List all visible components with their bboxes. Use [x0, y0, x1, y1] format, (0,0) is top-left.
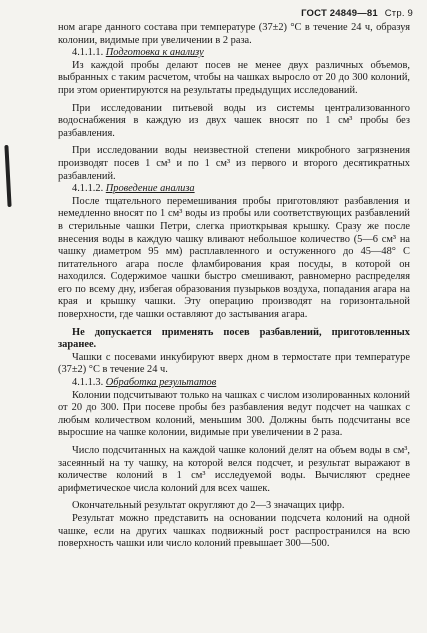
paragraph: После тщательного перемешивания пробы приготовляют разбавления и немедленно вносят по 1 см³ воды из пробы или соответствующих разбавлений в стерильные чашки Петри, слегка приоткрывая крышку. Сразу же после внесения воды в каждую чашку вливают небольшое количество (5—6 см³ на чашку диаметром 95 мм) расплавленного и остуженного до 45—48° С питательного агара после фламбирования края посуды, в которой он находился. Содержимое чашки быстро смешивают, равномерно распределяя его по всему дну, избегая образования пузырьков воздуха, попадания агара на края и крышку чашки. Эту операцию производят на горизонтальной поверхности, где чашки оставляют до застывания агара. — [58, 195, 410, 321]
paragraph: Результат можно представить на основании подсчета колоний на одной чашке, если на других чашках подвижный рост распространился на всю поверхность чашки или число колоний превышает 300—500. — [58, 512, 410, 550]
paragraph: Окончательный результат округляют до 2—3 значащих цифр. — [72, 500, 345, 512]
section-number: 4.1.1.3. — [72, 377, 104, 389]
section-heading — [58, 377, 410, 390]
page-header — [301, 8, 413, 19]
section-number: 4.1.1.1. — [72, 47, 104, 59]
paragraph-continuation: ном агаре данного состава при температуре (37±2) °С в течение 24 ч, образуя колонии, видимые при увеличении в 2 раза. — [58, 22, 410, 46]
paragraph: Из каждой пробы делают посев не менее двух различных объемов, выбранных с таким расчетом, чтобы на чашках выросло от 20 до 300 колоний, при этом ориентируются на результаты предыдущих исследований. — [58, 59, 410, 96]
margin-mark — [4, 145, 11, 207]
section-title: Обработка результатов — [105, 377, 217, 389]
paragraph: При исследовании воды неизвестной степени микробного загрязнения производят посев 1 см³ и по 1 см³ из первого и второго десятикратных разбавлений. — [58, 145, 410, 182]
document-body — [58, 22, 410, 551]
paragraph: Число подсчитанных на каждой чашке колоний делят на объем воды в см³, засеянный на ту чашку, на которой велся подсчет, и результат выражают в количестве колоний в 1 см³ исследуемой воды. Вычисляют среднее арифметическое числа колоний для всех чашек. — [58, 445, 410, 494]
section-heading — [58, 183, 410, 196]
page-number: Стр. 9 — [384, 8, 413, 19]
paragraph: Не допускается применять посев разбавлений, приготовленных заранее. — [58, 326, 410, 351]
paragraph: Чашки с посевами инкубируют вверх дном в термостате при температуре (37±2) °С в течение 24 ч. — [58, 351, 410, 376]
section-title: Подготовка к анализу — [105, 47, 204, 59]
section-number: 4.1.1.2. — [72, 183, 104, 195]
section-heading — [58, 47, 410, 60]
paragraph: При исследовании питьевой воды из системы централизованного водоснабжения в каждую из двух чашек вносят по 1 см³ пробы без разбавления. — [58, 102, 410, 139]
standard-number: ГОСТ 24849—81 — [301, 8, 378, 19]
section-title: Проведение анализа — [105, 183, 195, 195]
paragraph: Колонии подсчитывают только на чашках с числом изолированных колоний от 20 до 300. При посеве пробы без разбавления ведут подсчет на чашках с любым количеством колоний, меньшим 300. Должны быть подсчитаны все выросшие на чашке колонии, видимые при увеличении в 2 раза. — [58, 389, 410, 439]
